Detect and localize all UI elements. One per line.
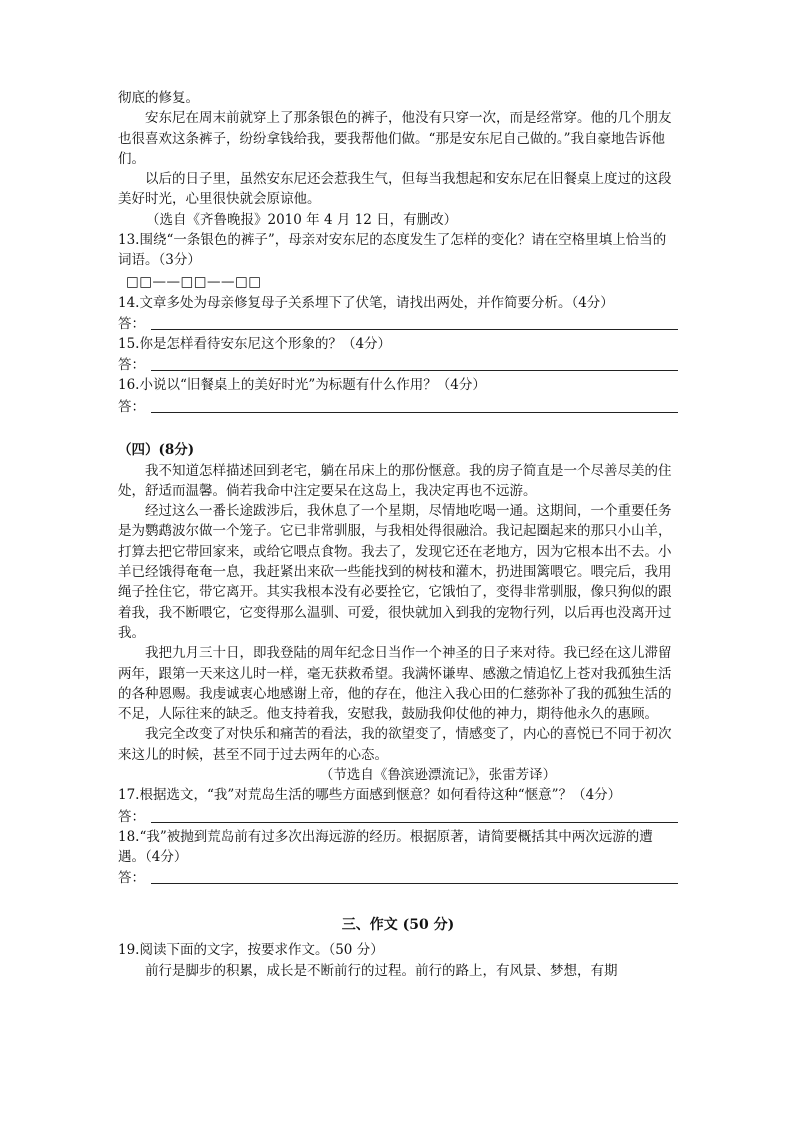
- story-source: （选自《齐鲁晚报》2010 年 4 月 12 日，有删改）: [146, 211, 458, 228]
- answer-line-17[interactable]: [118, 806, 678, 827]
- answer-underline: [151, 883, 678, 884]
- section-3-heading: 三、作文 (50 分): [341, 917, 455, 934]
- question-13: 13.围绕“一条银色的裤子”，母亲对安东尼的态度发生了怎样的变化？请在空格里填上恰当的词语。（3分）: [118, 232, 667, 269]
- question-19: 19.阅读下面的文字，按要求作文。（50 分）: [118, 942, 384, 959]
- answer-line-14[interactable]: [118, 313, 678, 334]
- question-16: 16.小说以“旧餐桌上的美好时光”为标题有什么作用？（4分）: [118, 377, 486, 394]
- answer-underline: [151, 370, 678, 371]
- answer-line-15[interactable]: [118, 354, 678, 375]
- answer-label: 答：: [118, 808, 145, 825]
- passage-paragraph: 我完全改变了对快乐和痛苦的看法，我的欲望变了，情感变了，内心的喜悦已不同于初次来这儿的时候，甚至不同于过去两年的心态。: [118, 726, 672, 763]
- passage-paragraph: 我把九月三十日，即我登陆的周年纪念日当作一个神圣的日子来对待。我已经在这儿滞留两年，跟第一天来这儿时一样，毫无获救希望。我满怀谦卑、感激之情追忆上苍对我孤独生活的各种恩赐。我虔诚衷心地感谢上帝，他的存在，他注入我心田的仁慈弥补了我的孤独生活的不足，人际往来的缺乏。他支持着我，安慰我，鼓励我仰仗他的神力，期待他永久的惠顾。: [118, 645, 672, 723]
- answer-underline: [151, 412, 678, 413]
- question-18: 18.“我”被抛到荒岛前有过多次出海远游的经历。根据原著，请简要概括其中两次远游的遭遇。（4分）: [118, 828, 653, 865]
- fill-in-boxes: □□——□□——□□: [126, 273, 262, 290]
- essay-prompt-paragraph: 前行是脚步的积累，成长是不断前行的过程。前行的路上，有风景、梦想，有期: [145, 962, 618, 979]
- answer-label: 答：: [118, 870, 145, 887]
- answer-line-16[interactable]: [118, 396, 678, 417]
- question-14: 14.文章多处为母亲修复母子关系埋下了伏笔，请找出两处，并作简要分析。（4分）: [118, 294, 614, 311]
- story-paragraph: 彻底的修复。: [118, 90, 199, 106]
- story-paragraph: 以后的日子里，虽然安东尼还会惹我生气，但每当我想起和安东尼在旧餐桌上度过的这段美好时光，心里很快就会原谅他。: [118, 171, 672, 208]
- passage-paragraph: 我不知道怎样描述回到老宅，躺在吊床上的那份惬意。我的房子简直是一个尽善尽美的住处，舒适而温馨。倘若我命中注定要呆在这岛上，我决定再也不远游。: [118, 462, 672, 499]
- question-17: 17.根据选文，“我”对荒岛生活的哪些方面感到惬意？如何看待这种“惬意”？（4分）: [118, 787, 622, 804]
- answer-label: 答：: [118, 357, 145, 374]
- answer-label: 答：: [118, 398, 145, 415]
- answer-label: 答：: [118, 315, 145, 332]
- story-paragraph: 安东尼在周末前就穿上了那条银色的裤子，他没有只穿一次，而是经常穿。他的几个朋友也很喜欢这条裤子，纷纷拿钱给我，要我帮他们做。“那是安东尼自己做的。”我自豪地告诉他们。: [118, 110, 672, 167]
- passage-paragraph: 经过这么一番长途跋涉后，我休息了一个星期，尽情地吃喝一通。这期间，一个重要任务是为鹦鹉波尔做一个笼子。它已非常驯服，与我相处得很融洽。我记起圈起来的那只小山羊，打算去把它带回家来，或给它喂点食物。我去了，发现它还在老地方，因为它根本出不去。小羊已经饿得奄奄一息，我赶紧出来砍一些能找到的树枝和灌木，扔进围篱喂它。喂完后，我用绳子拴住它，带它离开。其实我根本没有必要拴它，它饿怕了，变得非常驯服，像只狗似的跟着我，我不断喂它，它变得那么温驯、可爱，很快就加入到我的宠物行列，以后再也没离开过我。: [118, 503, 672, 641]
- answer-underline: [151, 329, 678, 330]
- exam-page: [118, 88, 678, 981]
- passage-source: （节选自《鲁滨逊漂流记》，张雷芳译）: [319, 767, 557, 784]
- answer-underline: [151, 822, 678, 823]
- section-4-heading: （四）(8分): [118, 441, 195, 458]
- question-15: 15.你是怎样看待安东尼这个形象的？（4分）: [118, 335, 392, 352]
- answer-line-18[interactable]: [118, 867, 678, 888]
